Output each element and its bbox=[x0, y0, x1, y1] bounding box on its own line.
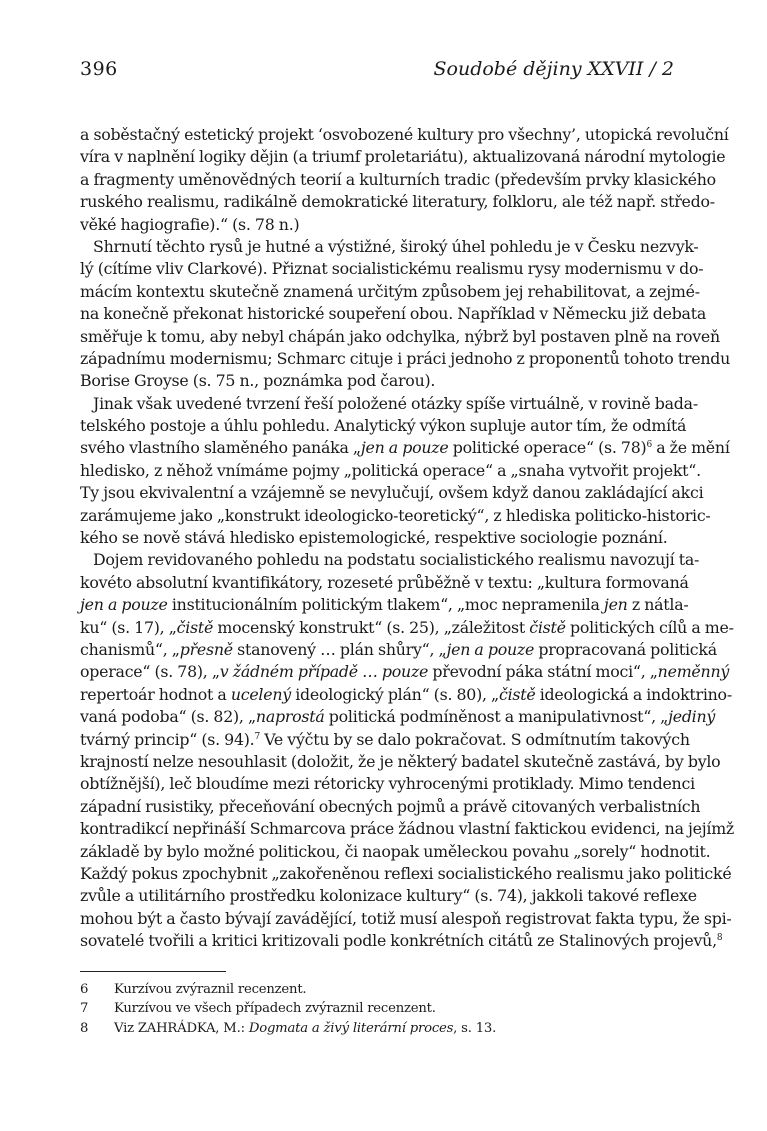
footnote-number: 7 bbox=[80, 1001, 89, 1017]
text-line: Jinak však uvedené tvrzení řeší položené otázky spíše virtuálně, v rovině bada- bbox=[93, 393, 698, 413]
footnote bbox=[80, 1019, 670, 1038]
text-line: vaná podoba“ (s. 82), „naprostá politická podmíněnost a manipulativnost“, „jediný bbox=[80, 707, 716, 727]
text-line: Borise Groyse (s. 75 n., poznámka pod čarou). bbox=[80, 371, 436, 391]
text-line: zvůle a utilitárního prostředku kolonizace kultury“ (s. 74), jakkoli takové reflexe bbox=[80, 886, 697, 906]
footnote bbox=[80, 999, 670, 1018]
text-line: mácím kontextu skutečně znamená určitým způsobem jej rehabilitovat, a zejmé- bbox=[80, 281, 700, 301]
text-line: krajností nelze nesouhlasit (doložit, že je některý badatel skutečně zastává, by bylo bbox=[80, 751, 721, 771]
text-line: a soběstačný estetický projekt ‘osvobozené kultury pro všechny’, utopická revoluční bbox=[80, 125, 729, 144]
text-line: sovatelé tvořili a kritici kritizovali podle konkrétních citátů ze Stalinových projevů,$^8$ bbox=[80, 931, 723, 951]
text-line: operace“ (s. 78), „v žádném případě … pouze převodní páka státní moci“, „neměnný bbox=[80, 662, 730, 682]
text-line: svého vlastního slaměného panáka „jen a pouze politické operace“ (s. 78)$^6$ a že mění bbox=[80, 438, 730, 458]
text-line: kého se nově stává hledisko epistemologické, respektive sociologie poznání. bbox=[80, 528, 668, 548]
text-line: hledisko, z něhož vnímáme pojmy „politická operace“ a „snaha vytvořit projekt“. bbox=[80, 460, 701, 480]
footnotes bbox=[80, 980, 670, 1038]
text-line: věké hagiografie).“ (s. 78 n.) bbox=[80, 214, 300, 234]
text-line: ku“ (s. 17), „čistě mocenský konstrukt“ (s. 25), „záležitost čistě politických cílů a me- bbox=[80, 617, 734, 637]
text-line: západnímu modernismu; Schmarc cituje i práci jednoho z proponentů tohoto trendu bbox=[80, 348, 731, 368]
footnote-text: Kurzívou ve všech případech zvýraznil recenzent. bbox=[114, 1001, 436, 1017]
text-line: Každý pokus zpochybnit „zakořeněnou reflexi socialistického realismu jako politické bbox=[80, 863, 732, 883]
text-line: Shrnutí těchto rysů je hutné a výstižné, široký úhel pohledu je v Česku nezvyk- bbox=[93, 236, 699, 256]
text-line: směřuje k tomu, aby nebyl chápán jako odchylka, nýbrž byl postaven plně na roveň bbox=[80, 326, 720, 346]
page-number: 396 bbox=[80, 58, 118, 80]
text-line: kontradikcí nepřináší Schmarcova práce žádnou vlastní faktickou evidenci, na jejímž bbox=[80, 819, 735, 839]
text-line: Ty jsou ekvivalentní a vzájemně se nevylučují, ovšem když danou zakládající akci bbox=[80, 483, 704, 503]
text-line: mohou být a často bývají zavádějící, totiž musí alespoň registrovat fakta typu, že spi- bbox=[80, 908, 732, 928]
text-line: a fragmenty uměnovědných teorií a kulturních tradic (především prvky klasického bbox=[80, 169, 716, 189]
text-line: kovéto absolutní kvantifikátory, rozeseté průběžně v textu: „kultura formovaná bbox=[80, 572, 689, 592]
text-line: základě by bylo možné politickou, či naopak uměleckou povahu „sorely“ hodnotit. bbox=[80, 841, 711, 861]
text-line: repertoár hodnot a ucelený ideologický plán“ (s. 80), „čistě ideologická a indoktrino- bbox=[80, 684, 732, 704]
text-line: tvárný princip“ (s. 94).$^7$ Ve výčtu by se dalo pokračovat. S odmítnutím takových bbox=[80, 729, 690, 749]
text-line: Dojem revidovaného pohledu na podstatu socialistického realismu navozují ta- bbox=[93, 550, 700, 570]
text-line: ruského realismu, radikálně demokratické literatury, folkloru, ale též např. středo- bbox=[80, 192, 715, 212]
footnote-number: 8 bbox=[80, 1020, 89, 1036]
body-text bbox=[80, 124, 735, 952]
text-line: chanismů“, „přesně stanovený … plán shůry“, „jen a pouze propracovaná politická bbox=[80, 639, 717, 659]
footnote-separator bbox=[80, 971, 226, 972]
running-header-title: Soudobé dějiny XXVII / 2 bbox=[433, 58, 674, 80]
footnote bbox=[80, 980, 670, 999]
text-line: západní rusistiky, přeceňování obecných pojmů a právě citovaných verbalistních bbox=[80, 796, 701, 816]
text-line: zarámujeme jako „konstrukt ideologicko-teoretický“, z hlediska politicko-historic- bbox=[80, 505, 711, 525]
text-line: telského postoje a úhlu pohledu. Analytický výkon supluje autor tím, že odmítá bbox=[80, 416, 687, 436]
text-line: lý (cítíme vliv Clarkové). Přiznat socialistickému realismu rysy modernismu v do- bbox=[80, 259, 704, 279]
text-line: jen a pouze institucionálním politickým tlakem“, „moc nepramenila jen z nátla- bbox=[80, 595, 689, 615]
text-line: víra v naplnění logiky dějin (a triumf proletariátu), aktualizovaná národní mytologie bbox=[80, 147, 726, 167]
text-line: na konečně překonat historické soupeření obou. Například v Německu již debata bbox=[80, 304, 706, 324]
footnote-number: 6 bbox=[80, 982, 89, 997]
text-line: obtížnější), leč bloudíme mezi rétoricky vyhrocenými protiklady. Mimo tendenci bbox=[80, 774, 695, 794]
footnote-text: Viz ZAHRÁDKA, M.: Dogmata a živý literární proces, s. 13. bbox=[114, 1020, 497, 1036]
footnote-text: Kurzívou zvýraznil recenzent. bbox=[114, 982, 307, 997]
